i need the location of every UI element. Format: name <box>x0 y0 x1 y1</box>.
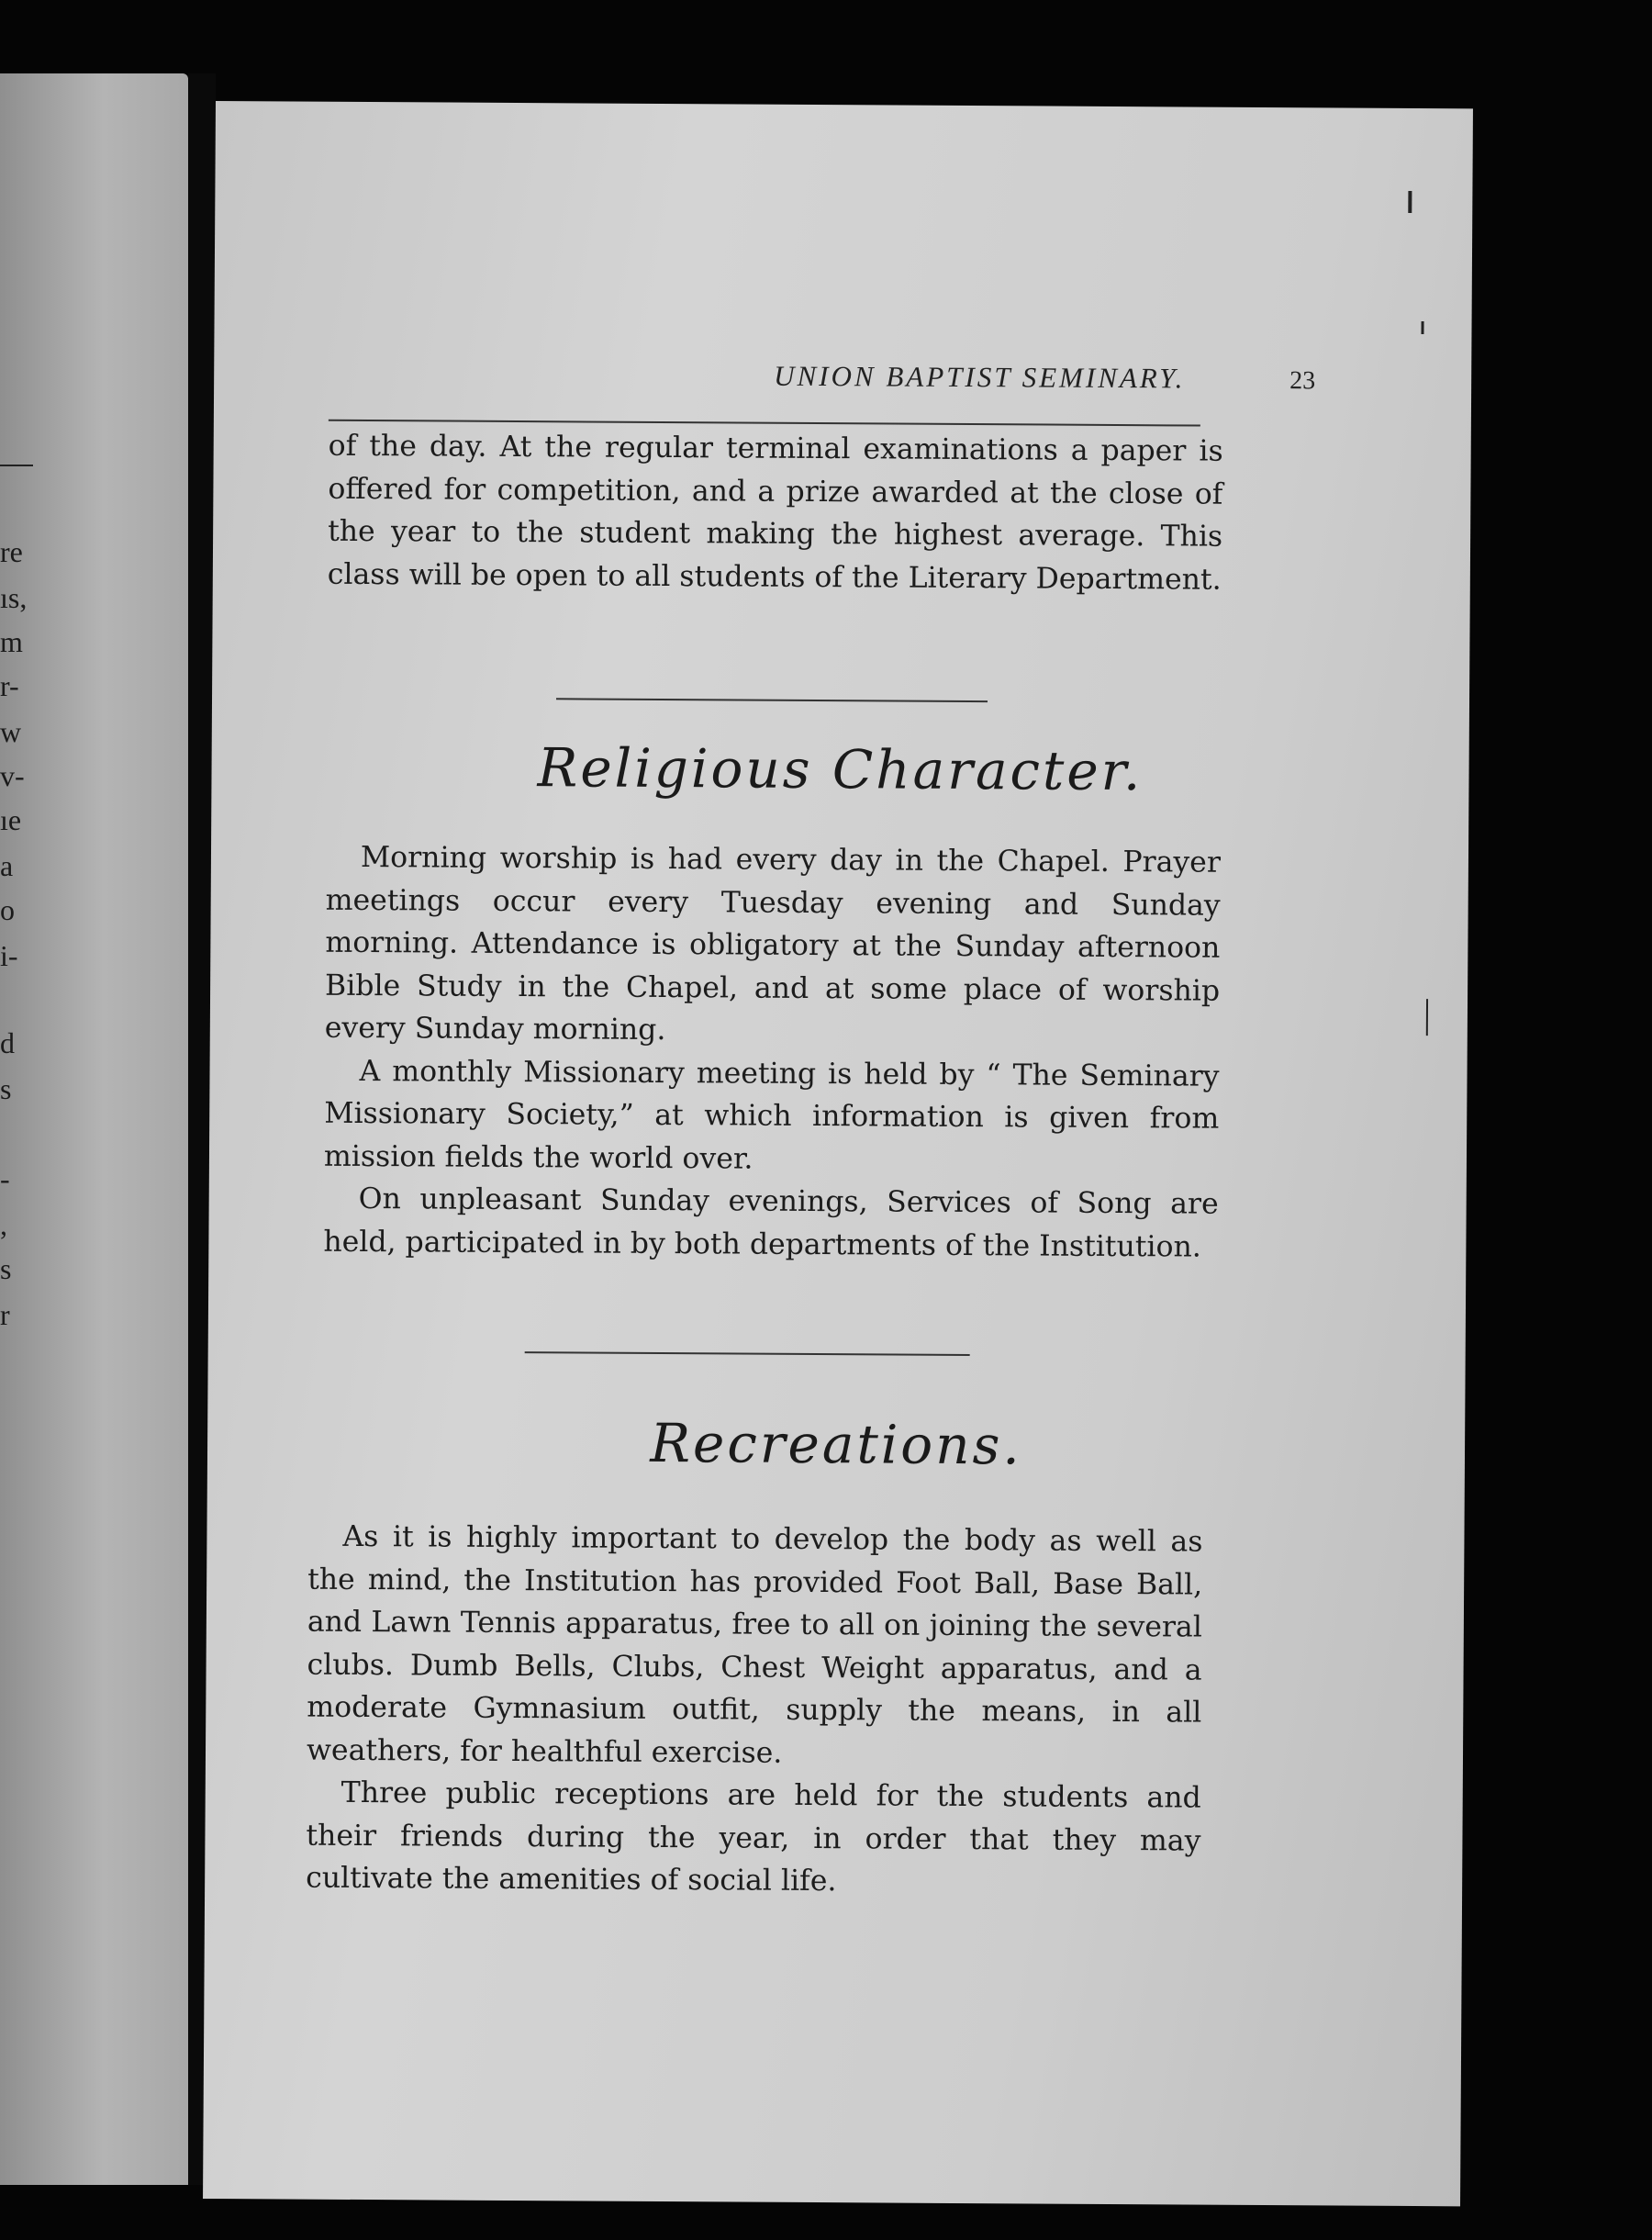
intro-section <box>328 425 1223 601</box>
body-paragraph: Three public receptions are held for the students and their friends during the year, in order that they may cultivate the amenities of social life. <box>306 1775 1201 1898</box>
running-header-title: UNION BAPTIST SEMINARY. <box>774 359 1186 395</box>
body-paragraph: As it is highly important to develop the body as well as the mind, the Institution has provided Foot Ball, Base Ball, and Lawn Tennis apparatus, free to all on joining the several clubs. Dumb Bells, Clubs, Chest Weight apparatus, and a moderate Gymnasium outfit, supply the means, in all weathers, for healthful exercise. <box>306 1519 1203 1770</box>
left-page-fragment: o <box>0 893 15 926</box>
scan-speck <box>1426 999 1428 1036</box>
intro-paragraph: of the day. At the regular terminal examinations a paper is offered for competition, and a prize awarded at the close of the year to the student making the highest average. This class will be open to all students of the Literary Department. <box>327 429 1223 597</box>
book-page <box>203 101 1473 2206</box>
left-page-rule <box>0 465 33 466</box>
left-page-fragment: re <box>0 535 23 568</box>
left-page-fragment: s <box>0 1252 12 1285</box>
body-paragraph: Morning worship is had every day in the Chapel. Prayer meetings occur every Tuesday evening and Sunday morning. Attendance is obligatory at the Sunday afternoon Bible Study in the Chapel, and at some place of worship every Sunday morning. <box>324 840 1222 1047</box>
left-page-fragment: m <box>0 625 23 658</box>
left-page-fragment: i- <box>0 939 18 972</box>
left-page-fragment: v- <box>0 759 25 792</box>
left-facing-page <box>0 73 188 2185</box>
body-paragraph: On unpleasant Sunday evenings, Services of Song are held, participated in by both departments of the Institution. <box>323 1182 1219 1264</box>
left-page-fragment: w <box>0 715 22 748</box>
left-page-fragment: d <box>0 1026 15 1059</box>
left-page-fragment: - <box>0 1162 10 1195</box>
left-page-fragment: r <box>0 1298 10 1331</box>
section-divider <box>556 698 988 702</box>
running-header <box>563 358 1315 396</box>
recreations-section <box>306 1516 1203 1905</box>
page-number: 23 <box>1289 366 1316 396</box>
section-divider <box>525 1351 970 1356</box>
religious-section <box>323 836 1221 1269</box>
section-heading-religious-character: Religious Character. <box>537 736 1144 803</box>
left-page-fragment: ıe <box>0 803 22 836</box>
scan-speck <box>1421 321 1423 334</box>
section-heading-recreations: Recreations. <box>650 1411 1022 1477</box>
body-paragraph: A monthly Missionary meeting is held by “ The Seminary Missionary Society,” at which information is given from mission fields the world over. <box>323 1054 1220 1176</box>
left-page-fragment: a <box>0 849 14 882</box>
left-page-fragment: s <box>0 1072 12 1105</box>
left-page-fragment: r- <box>0 669 19 702</box>
scan-speck <box>1408 191 1412 213</box>
left-page-fragment: , <box>0 1208 7 1241</box>
left-page-fragment: ıs, <box>0 581 28 614</box>
